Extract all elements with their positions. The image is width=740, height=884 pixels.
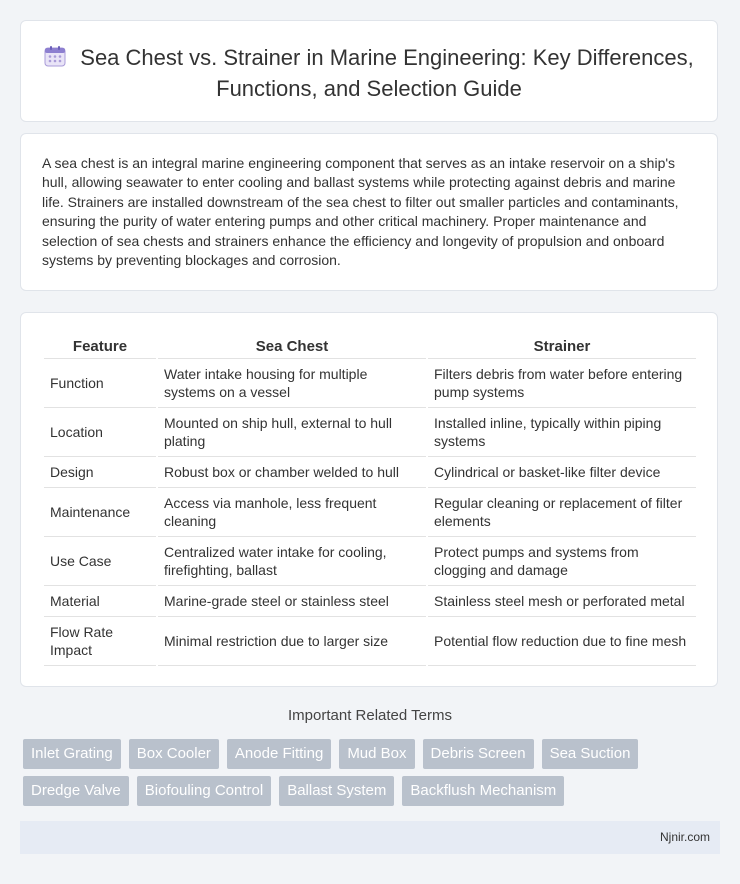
calendar-icon xyxy=(44,45,66,74)
footer-site-link[interactable]: Njnir.com xyxy=(659,830,710,844)
row-strainer: Filters debris from water before entering pump systems xyxy=(428,359,696,408)
row-sea-chest: Water intake housing for multiple systems on a vessel xyxy=(158,359,426,408)
row-sea-chest: Marine-grade steel or stainless steel xyxy=(158,586,426,617)
row-strainer: Stainless steel mesh or perforated metal xyxy=(428,586,696,617)
row-strainer: Regular cleaning or replacement of filter elements xyxy=(428,488,696,537)
row-feature: Use Case xyxy=(44,537,156,586)
row-strainer: Cylindrical or basket-like filter device xyxy=(428,457,696,488)
header-sea-chest: Sea Chest xyxy=(158,335,426,359)
row-sea-chest: Mounted on ship hull, external to hull plating xyxy=(158,408,426,457)
row-sea-chest: Centralized water intake for cooling, firefighting, ballast xyxy=(158,537,426,586)
page-title xyxy=(21,43,717,103)
related-term-tag[interactable]: Dredge Valve xyxy=(23,776,129,806)
row-feature: Flow Rate Impact xyxy=(44,617,156,666)
row-strainer: Installed inline, typically within piping systems xyxy=(428,408,696,457)
related-term-tag[interactable]: Box Cooler xyxy=(129,739,219,769)
table-row xyxy=(44,586,696,617)
table-row xyxy=(44,488,696,537)
comparison-card xyxy=(20,312,718,687)
intro-card xyxy=(20,133,718,291)
footer xyxy=(20,821,720,854)
row-strainer: Potential flow reduction due to fine mesh xyxy=(428,617,696,666)
table-row xyxy=(44,617,696,666)
row-feature: Design xyxy=(44,457,156,488)
related-term-tag[interactable]: Ballast System xyxy=(279,776,394,806)
related-term-tag[interactable]: Inlet Grating xyxy=(23,739,121,769)
table-row xyxy=(44,359,696,408)
comparison-table xyxy=(42,335,698,666)
related-term-tag[interactable]: Mud Box xyxy=(339,739,414,769)
related-terms-list xyxy=(23,739,723,813)
related-term-tag[interactable]: Sea Suction xyxy=(542,739,639,769)
table-row xyxy=(44,408,696,457)
table-row xyxy=(44,537,696,586)
row-feature: Function xyxy=(44,359,156,408)
row-feature: Maintenance xyxy=(44,488,156,537)
header-feature: Feature xyxy=(44,335,156,359)
row-feature: Location xyxy=(44,408,156,457)
row-feature: Material xyxy=(44,586,156,617)
table-header-row xyxy=(44,335,696,359)
table-row xyxy=(44,457,696,488)
page-title-text: Sea Chest vs. Strainer in Marine Engineering: Key Differences, Functions, and Selection Guide xyxy=(80,45,694,101)
related-term-tag[interactable]: Biofouling Control xyxy=(137,776,271,806)
related-term-tag[interactable]: Backflush Mechanism xyxy=(402,776,564,806)
row-sea-chest: Robust box or chamber welded to hull xyxy=(158,457,426,488)
related-term-tag[interactable]: Anode Fitting xyxy=(227,739,331,769)
title-card xyxy=(20,20,718,122)
related-terms-title: Important Related Terms xyxy=(288,707,452,724)
row-sea-chest: Minimal restriction due to larger size xyxy=(158,617,426,666)
row-strainer: Protect pumps and systems from clogging and damage xyxy=(428,537,696,586)
related-term-tag[interactable]: Debris Screen xyxy=(423,739,534,769)
intro-paragraph: A sea chest is an integral marine engineering component that serves as an intake reservoir on a ship's hull, allowing seawater to enter cooling and ballast systems while protecting against debris and marine life. Strainers are installed downstream of the sea chest to filter out smaller particles and contaminants, ensuring the purity of water entering pumps and other critical machinery. Proper maintenance and selection of sea chests and strainers enhance the efficiency and longevity of propulsion and onboard systems by preventing blockages and corrosion. xyxy=(42,155,679,269)
row-sea-chest: Access via manhole, less frequent cleaning xyxy=(158,488,426,537)
header-strainer: Strainer xyxy=(428,335,696,359)
